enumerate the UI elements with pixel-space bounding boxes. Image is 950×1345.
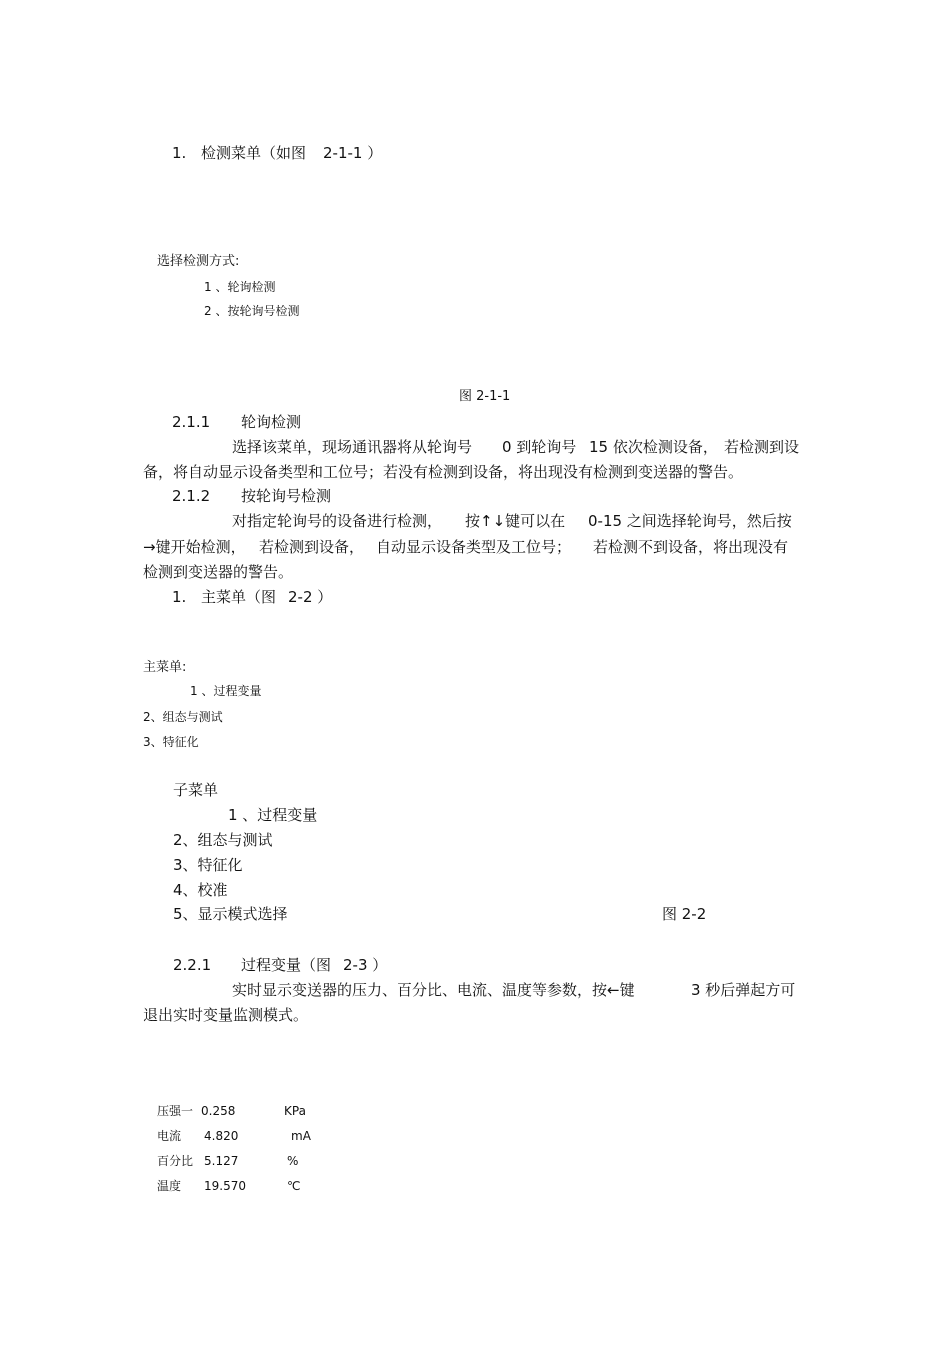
reading-label: 百分比 [157,1154,194,1168]
subsection-title: 轮询检测 [241,413,302,431]
reading-unit: KPa [284,1104,306,1118]
reading-unit: ℃ [287,1179,301,1193]
screen-title: 主菜单: [143,660,187,675]
submenu-item: 4、校准 [173,881,228,899]
paragraph-text: →键开始检测， [143,538,246,556]
menu-item-characterize: 3、特征化 [143,735,199,749]
section-number: 1. [172,144,187,162]
section-title: 检测菜单（如图 [201,144,307,162]
paragraph-text: 若检测到设备， [259,538,365,556]
subsection-number: 2.2.1 [173,956,212,974]
figure-caption: 图 2-2 [662,905,707,923]
figure-reference: 2-2 ） [288,588,333,606]
paragraph-text: 若检测不到设备，将出现没有 [593,538,789,556]
reading-value: 4.820 [204,1129,239,1143]
figure-reference: 2-3 ） [343,956,388,974]
submenu-item: 2、组态与测试 [173,831,273,849]
reading-unit: mA [291,1129,311,1143]
figure-reference: 2-1-1 ） [323,144,383,162]
submenu-item: 5、显示模式选择 [173,905,288,923]
reading-label: 温度 [157,1179,182,1193]
section-number: 1. [172,588,187,606]
figure-caption: 图 2-1-1 [459,389,511,404]
paragraph-text: 退出实时变量监测模式。 [143,1006,309,1024]
paragraph-text: 若检测到设 [724,438,800,456]
subsection-title: 过程变量（图 [241,956,332,974]
reading-value: 0.258 [201,1104,236,1118]
paragraph-text: 检测到变送器的警告。 [143,563,294,581]
paragraph-text: 选择该菜单，现场通讯器将从轮询号 [232,438,473,456]
paragraph-text: 0-15 之间选择轮询号，然后按 [588,512,792,530]
menu-item-config-test: 2、组态与测试 [143,710,223,724]
subsection-title: 按轮询号检测 [241,487,332,505]
subsection-number: 2.1.1 [172,413,211,431]
screen-title: 选择检测方式: [157,254,240,269]
subsection-number: 2.1.2 [172,487,211,505]
menu-item-process-variable: 1 、过程变量 [190,684,262,698]
reading-label: 电流 [157,1129,182,1143]
menu-item-polling-detect: 1 、轮询检测 [204,280,276,294]
paragraph-text: 实时显示变送器的压力、百分比、电流、温度等参数，按←键 [232,981,635,999]
paragraph-text: 0 到轮询号 [502,438,577,456]
reading-value: 19.570 [204,1179,246,1193]
paragraph-text: 自动显示设备类型及工位号； [376,538,572,556]
menu-item-address-detect: 2 、按轮询号检测 [204,304,300,318]
paragraph-text: 对指定轮询号的设备进行检测， [232,512,443,530]
paragraph-text: 按↑↓键可以在 [465,512,566,530]
paragraph-text: 3 秒后弹起方可 [691,981,796,999]
reading-label: 压强一 [157,1104,194,1118]
submenu-item: 1 、过程变量 [228,806,318,824]
submenu-title: 子菜单 [173,781,219,799]
paragraph-text: 备，将自动显示设备类型和工位号；若没有检测到设备，将出现没有检测到变送器的警告。 [143,463,744,481]
reading-unit: % [287,1154,299,1168]
reading-value: 5.127 [204,1154,239,1168]
paragraph-text: 15 依次检测设备， [589,438,718,456]
submenu-item: 3、特征化 [173,856,243,874]
section-title: 主菜单（图 [201,588,277,606]
